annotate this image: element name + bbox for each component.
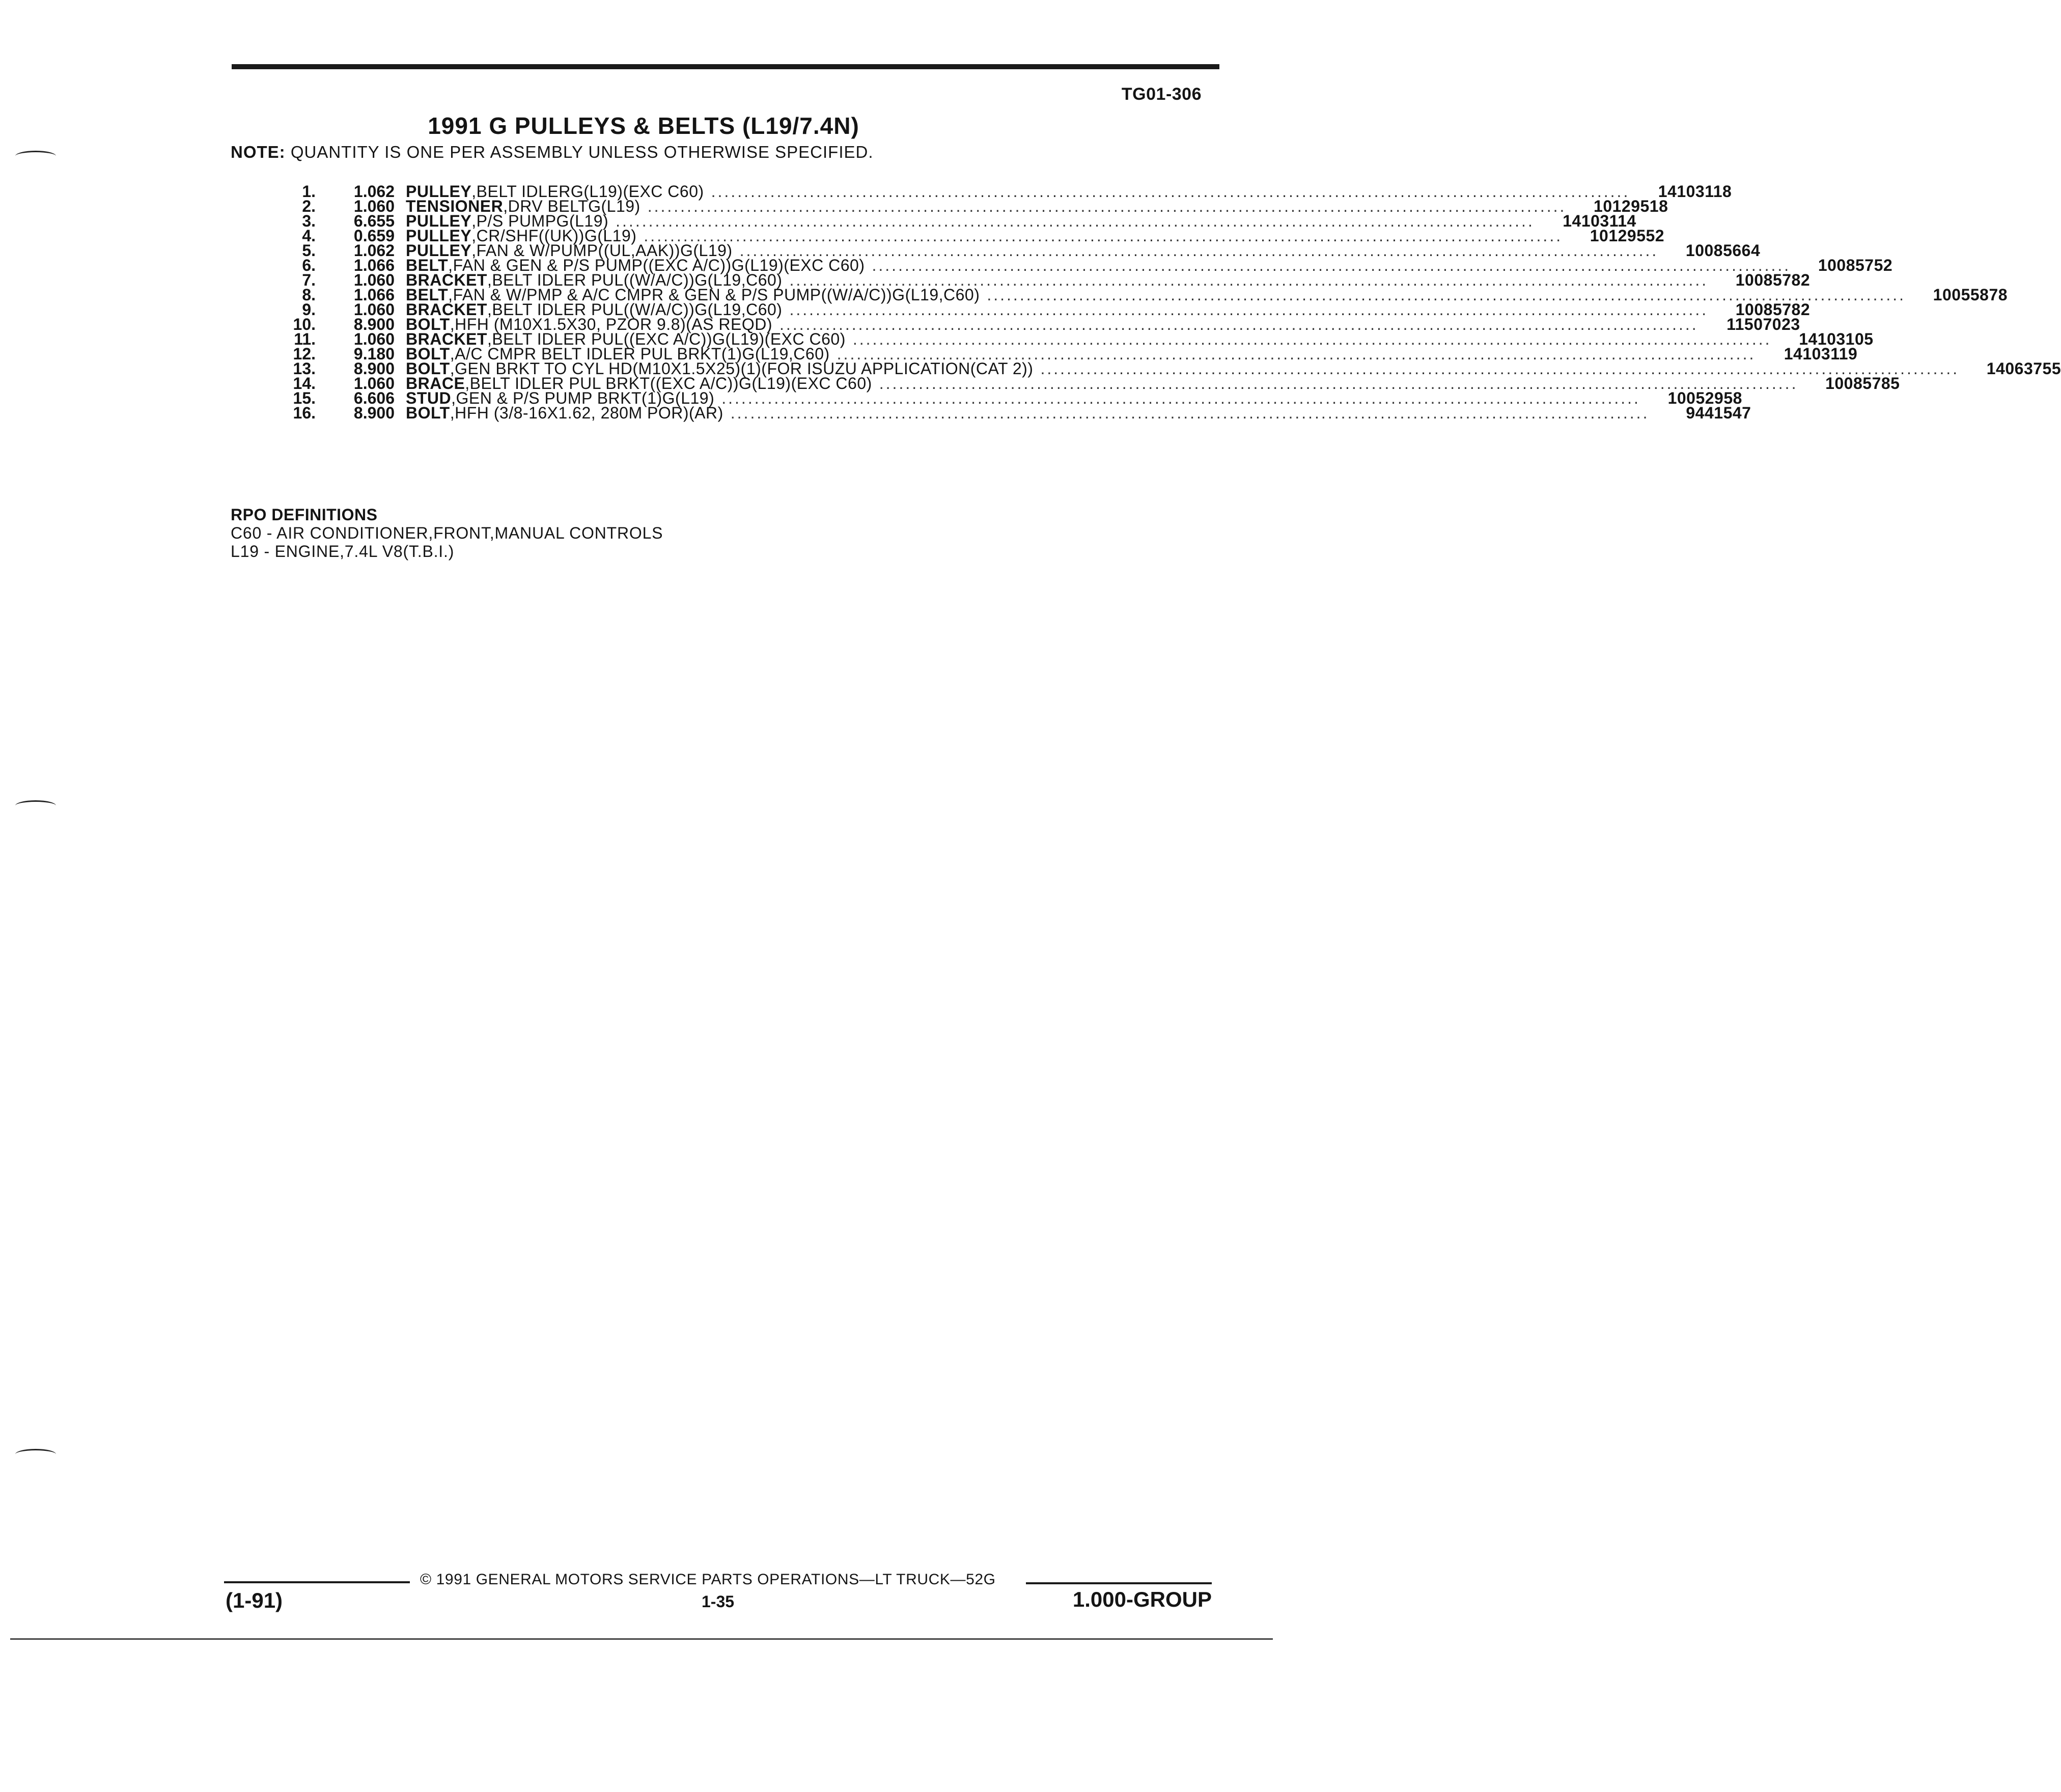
leader-dots: ............................................................................................................................................ [879, 374, 1798, 393]
part-detail: ,FAN & W/PUMP((UL,AAK))G(L19) [471, 241, 733, 260]
part-name: BRACKET [406, 300, 487, 319]
doc-code: TG01-306 [1121, 85, 1202, 104]
leader-dots: ............................................................................................................................................ [789, 300, 1709, 319]
group-number: 6.606 [353, 389, 395, 407]
item-number: 6. [302, 256, 316, 274]
punch-hole-mark [15, 800, 56, 811]
part-number: 14103119 [1784, 345, 1858, 363]
part-number: 10085782 [1735, 271, 1811, 289]
footer-group: 1.000-GROUP [1072, 1587, 1212, 1611]
group-number: 6.655 [353, 212, 395, 230]
footer-rule-right [1026, 1582, 1212, 1584]
footer-rule-left [224, 1581, 410, 1583]
leader-dots: ............................................................................................................................................ [779, 315, 1698, 333]
part-number: 10052958 [1667, 389, 1742, 407]
part-name: BOLT [406, 359, 450, 378]
part-name: TENSIONER [406, 197, 504, 215]
item-number: 1. [302, 182, 316, 201]
leader-dots: ............................................................................................................................................ [739, 241, 1659, 260]
part-number: 10085752 [1818, 256, 1893, 274]
item-number: 3. [302, 212, 316, 230]
part-name: PULLEY [406, 182, 472, 201]
item-number: 11. [294, 330, 316, 348]
item-number: 5. [302, 241, 316, 260]
part-number: 10129518 [1594, 197, 1668, 215]
group-number: 8.900 [353, 359, 395, 378]
bottom-rule [10, 1638, 1273, 1640]
part-name: BOLT [406, 345, 450, 363]
part-number: 14103105 [1799, 330, 1874, 348]
note-text: QUANTITY IS ONE PER ASSEMBLY UNLESS OTHERWISE SPECIFIED. [290, 143, 874, 161]
quantity-note [231, 143, 874, 162]
item-number: 13. [293, 359, 316, 378]
part-detail: ,DRV BELTG(L19) [503, 197, 640, 215]
group-number: 0.659 [353, 227, 395, 245]
item-number: 10. [293, 315, 316, 333]
item-number: 15. [293, 389, 316, 407]
group-number: 1.060 [353, 300, 395, 319]
part-number: 10085782 [1735, 300, 1811, 319]
part-detail: ,FAN & W/PMP & A/C CMPR & GEN & P/S PUMP((W/A/C))G(L19,C60) [448, 286, 980, 304]
part-detail: ,P/S PUMPG(L19) [471, 212, 609, 230]
group-number: 1.060 [353, 330, 395, 348]
part-number: 10085664 [1685, 241, 1761, 260]
leader-dots: ............................................................................................................................................ [837, 345, 1756, 363]
part-detail: ,BELT IDLER PUL((W/A/C))G(L19,C60) [487, 300, 783, 319]
part-name: PULLEY [406, 227, 472, 245]
leader-dots: ............................................................................................................................................ [730, 404, 1650, 422]
footer-date: (1-91) [226, 1588, 283, 1612]
punch-hole-mark [15, 1449, 56, 1460]
rpo-item-l19: L19 - ENGINE,7.4L V8(T.B.I.) [231, 542, 455, 561]
part-name: BOLT [406, 404, 450, 422]
item-number: 12. [293, 345, 316, 363]
part-name: PULLEY [406, 212, 472, 230]
group-number: 1.066 [353, 256, 395, 274]
part-row [275, 404, 1751, 422]
part-description [406, 406, 1649, 421]
part-detail: ,BELT IDLERG(L19)(EXC C60) [471, 182, 704, 201]
item-number: 8. [302, 286, 316, 304]
header-rule [232, 64, 1219, 69]
page-title: 1991 G PULLEYS & BELTS (L19/7.4N) [428, 113, 859, 139]
leader-dots: ............................................................................................................................................ [644, 227, 1563, 245]
item-number: 9. [302, 300, 316, 319]
part-number: 10129552 [1590, 227, 1665, 245]
leader-dots: ............................................................................................................................................ [1040, 359, 1960, 378]
part-number: 14103118 [1658, 182, 1732, 201]
part-name: BRACE [406, 374, 465, 393]
item-number: 4. [302, 227, 316, 245]
rpo-title: RPO DEFINITIONS [231, 506, 378, 524]
item-number: 16. [293, 404, 316, 422]
leader-dots: ............................................................................................................................................ [616, 212, 1535, 230]
part-number: 14063755 [1986, 359, 2061, 378]
leader-dots: ............................................................................................................................................ [872, 256, 1791, 274]
item-number: 14. [293, 374, 316, 393]
part-detail: ,BELT IDLER PUL((EXC A/C))G(L19)(EXC C60) [487, 330, 846, 348]
group-number: 1.060 [353, 271, 395, 289]
group-number: 1.062 [353, 241, 395, 260]
group-number: 8.900 [353, 404, 395, 422]
part-detail: ,A/C CMPR BELT IDLER PUL BRKT(1)G(L19,C60) [450, 345, 830, 363]
part-detail: ,FAN & GEN & P/S PUMP((EXC A/C))G(L19)(EXC C60) [448, 256, 865, 274]
item-number: 2. [302, 197, 316, 215]
part-name: STUD [406, 389, 452, 407]
item-number: 7. [302, 271, 316, 289]
copyright-notice: © 1991 GENERAL MOTORS SERVICE PARTS OPERATIONS—LT TRUCK—52G [420, 1571, 996, 1588]
part-name: BRACKET [406, 330, 487, 348]
part-detail: ,HFH (3/8-16X1.62, 280M POR)(AR) [450, 404, 723, 422]
page-number: 1-35 [702, 1592, 735, 1611]
note-label: NOTE: [231, 143, 286, 161]
leader-dots: ............................................................................................................................................ [987, 286, 1906, 304]
group-number: 1.060 [353, 374, 395, 393]
group-number: 1.066 [353, 286, 395, 304]
part-name: PULLEY [406, 241, 472, 260]
leader-dots: ............................................................................................................................................ [711, 182, 1630, 201]
leader-dots: ............................................................................................................................................ [789, 271, 1709, 289]
parts-list [275, 182, 2061, 422]
part-detail: ,GEN & P/S PUMP BRKT(1)G(L19) [451, 389, 715, 407]
part-number: 11507023 [1726, 315, 1800, 333]
punch-hole-mark [15, 151, 56, 161]
part-number: 9441547 [1686, 404, 1751, 422]
part-detail: ,BELT IDLER PUL BRKT((EXC A/C))G(L19)(EXC C60) [465, 374, 872, 393]
part-number: 14103114 [1563, 212, 1636, 230]
part-detail: ,GEN BRKT TO CYL HD(M10X1.5X25)(1)(FOR ISUZU APPLICATION(CAT 2)) [450, 359, 1034, 378]
part-detail: ,CR/SHF((UK))G(L19) [471, 227, 637, 245]
part-name: BOLT [406, 315, 450, 333]
leader-dots: ............................................................................................................................................ [721, 389, 1640, 407]
group-number: 1.062 [353, 182, 395, 201]
leader-dots: ............................................................................................................................................ [852, 330, 1772, 348]
part-name: BELT [406, 286, 449, 304]
leader-dots: ............................................................................................................................................ [647, 197, 1567, 215]
group-number: 1.060 [353, 197, 395, 215]
part-number: 10085785 [1825, 374, 1900, 393]
rpo-definitions [231, 506, 663, 561]
part-name: BELT [406, 256, 449, 274]
part-detail: ,HFH (M10X1.5X30, PZOR 9.8)(AS REQD) [450, 315, 772, 333]
group-number: 8.900 [353, 315, 395, 333]
part-detail: ,BELT IDLER PUL((W/A/C))G(L19,C60) [487, 271, 783, 289]
part-number: 10055878 [1933, 286, 2008, 304]
rpo-item-c60: C60 - AIR CONDITIONER,FRONT,MANUAL CONTROLS [231, 524, 663, 542]
group-number: 9.180 [353, 345, 395, 363]
part-name: BRACKET [406, 271, 487, 289]
